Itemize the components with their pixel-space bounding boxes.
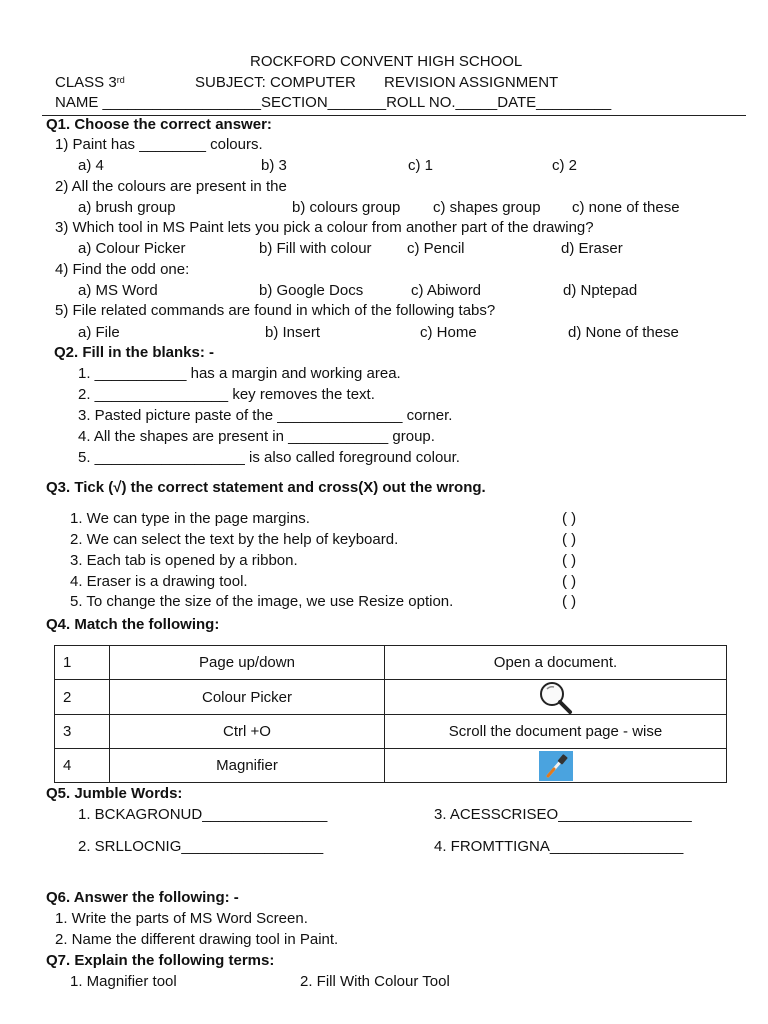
subject-label: SUBJECT: COMPUTER (195, 74, 356, 91)
jumble-word-3: 3. ACESSCRISEO________________ (434, 806, 692, 823)
q1-option-5c: c) Home (420, 324, 477, 341)
match-right-image (385, 749, 727, 783)
q1-option-5a: a) File (78, 324, 120, 341)
match-row-4 (55, 749, 727, 783)
q2-blank-1: 1. ___________ has a margin and working area. (78, 365, 401, 382)
class-text: CLASS 3 (55, 74, 117, 91)
q3-statement-5: 5. To change the size of the image, we use Resize option. (70, 593, 454, 610)
q1-option-5b: b) Insert (265, 324, 321, 341)
class-label (55, 74, 125, 92)
q1-option-5d: d) None of these (568, 324, 679, 341)
match-left: Magnifier (110, 749, 385, 783)
match-left: Page up/down (110, 646, 385, 680)
school-name: ROCKFORD CONVENT HIGH SCHOOL (250, 53, 523, 70)
match-left: Colour Picker (110, 680, 385, 715)
match-number: 3 (55, 715, 110, 749)
match-table (54, 645, 727, 783)
student-details-line: NAME ___________________SECTION_______ROLL NO._____DATE_________ (55, 94, 612, 111)
q3-bracket-2: ( ) (562, 531, 577, 548)
match-left: Ctrl +O (110, 715, 385, 749)
colour-picker-icon (539, 751, 573, 781)
match-row-1 (55, 646, 727, 680)
q3-statement-1: 1. We can type in the page margins. (70, 510, 310, 527)
eyedropper-icon (539, 751, 573, 781)
q1-title: Q1. Choose the correct answer: (46, 116, 272, 133)
match-right: Open a document. (385, 646, 727, 680)
q2-blank-3: 3. Pasted picture paste of the _______________ corner. (78, 407, 453, 424)
match-right: Scroll the document page - wise (385, 715, 727, 749)
assignment-label: REVISION ASSIGNMENT (384, 74, 559, 91)
q2-blank-4: 4. All the shapes are present in ____________ group. (78, 428, 435, 445)
q5-title: Q5. Jumble Words: (46, 785, 183, 802)
match-number: 4 (55, 749, 110, 783)
q7-item-2: 2. Fill With Colour Tool (300, 973, 450, 990)
q1-option-4a: a) MS Word (78, 282, 158, 299)
q6-item-2: 2. Name the different drawing tool in Paint. (55, 931, 339, 948)
q1-option-3c: c) Pencil (407, 240, 465, 257)
q1-option-4d: d) Nptepad (563, 282, 638, 299)
q2-blank-2: 2. ________________ key removes the text. (78, 386, 375, 403)
jumble-word-4: 4. FROMTTIGNA________________ (434, 838, 684, 855)
q1-option-2d: c) none of these (572, 199, 680, 216)
q1-option-3a: a) Colour Picker (78, 240, 186, 257)
q4-title: Q4. Match the following: (46, 616, 220, 633)
match-row-3 (55, 715, 727, 749)
q2-blank-5: 5. __________________ is also called foreground colour. (78, 449, 460, 466)
q3-bracket-3: ( ) (562, 552, 577, 569)
q3-bracket-5: ( ) (562, 593, 577, 610)
q1-question-2: 2) All the colours are present in the (55, 178, 287, 195)
q1-option-2b: b) colours group (292, 199, 401, 216)
q1-option-4b: b) Google Docs (259, 282, 364, 299)
match-row-2 (55, 680, 727, 715)
class-suffix: rd (116, 75, 125, 85)
q3-statement-2: 2. We can select the text by the help of keyboard. (70, 531, 399, 548)
q1-question-5: 5) File related commands are found in which of the following tabs? (55, 302, 496, 319)
q1-question-3: 3) Which tool in MS Paint lets you pick a colour from another part of the drawing? (55, 219, 594, 236)
magnifier-icon (536, 680, 576, 714)
q3-title: Q3. Tick (√) the correct statement and cross(X) out the wrong. (46, 479, 486, 496)
q1-question-4: 4) Find the odd one: (55, 261, 190, 278)
q1-option-1d: c) 2 (552, 157, 578, 174)
q6-title: Q6. Answer the following: - (46, 889, 239, 906)
q1-option-3b: b) Fill with colour (259, 240, 372, 257)
q1-option-1a: a) 4 (78, 157, 104, 174)
q1-option-1c: c) 1 (408, 157, 434, 174)
q3-statement-4: 4. Eraser is a drawing tool. (70, 573, 248, 590)
match-number: 1 (55, 646, 110, 680)
match-right-image (385, 680, 727, 715)
match-number: 2 (55, 680, 110, 715)
q1-question-1: 1) Paint has ________ colours. (55, 136, 263, 153)
q2-title: Q2. Fill in the blanks: - (54, 344, 215, 361)
q6-item-1: 1. Write the parts of MS Word Screen. (55, 910, 308, 927)
q1-option-4c: c) Abiword (411, 282, 482, 299)
jumble-word-2: 2. SRLLOCNIG_________________ (78, 838, 324, 855)
q3-statement-3: 3. Each tab is opened by a ribbon. (70, 552, 298, 569)
q1-option-1b: b) 3 (261, 157, 287, 174)
q1-option-3d: d) Eraser (561, 240, 623, 257)
q7-item-1: 1. Magnifier tool (70, 973, 177, 990)
jumble-word-1: 1. BCKAGRONUD_______________ (78, 806, 328, 823)
q1-option-2a: a) brush group (78, 199, 176, 216)
q3-bracket-1: ( ) (562, 510, 577, 527)
q7-title: Q7. Explain the following terms: (46, 952, 275, 969)
q1-option-2c: c) shapes group (433, 199, 541, 216)
q3-bracket-4: ( ) (562, 573, 577, 590)
